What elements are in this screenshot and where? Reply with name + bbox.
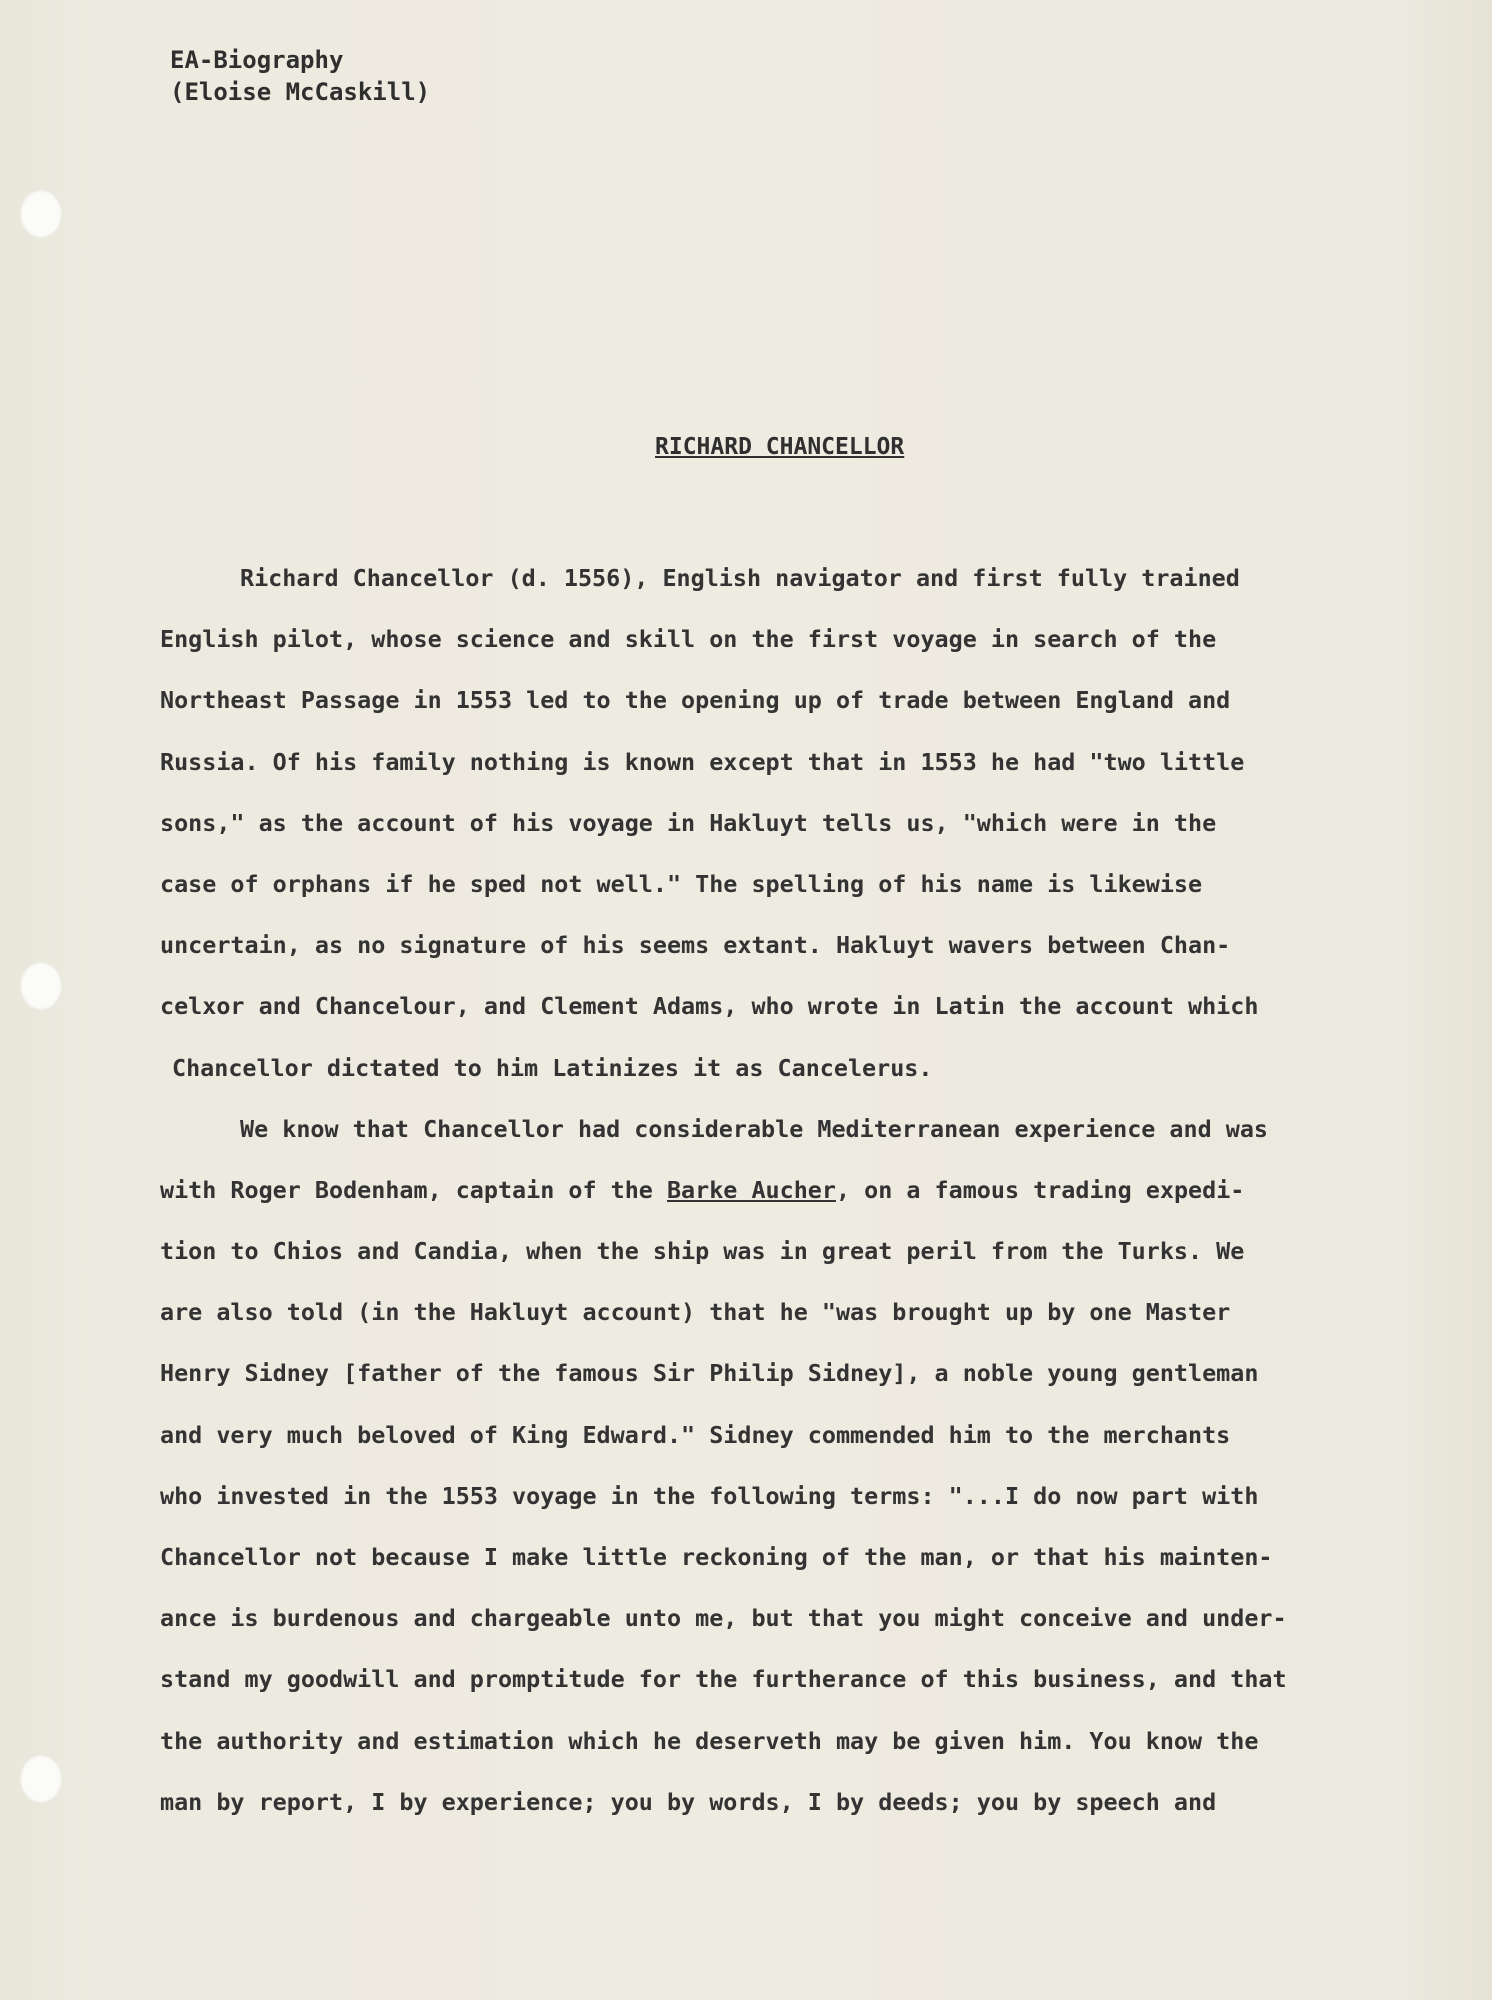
text-line: [160, 1160, 1385, 1221]
text-line: Northeast Passage in 1553 led to the opening up of trade between England and: [160, 686, 1231, 715]
text-line: sons," as the account of his voyage in Hakluyt tells us, "which were in the: [160, 808, 1217, 837]
document-body: [160, 548, 1385, 1833]
text-line: Chancellor dictated to him Latinizes it as Cancelerus.: [172, 1053, 933, 1082]
text-line: Russia. Of his family nothing is known except that in 1553 he had "two little: [160, 747, 1245, 776]
header-category: EA-Biography: [170, 46, 344, 74]
punch-hole: [20, 962, 62, 1010]
ship-name: Barke Aucher: [666, 1175, 836, 1204]
text-line: celxor and Chancelour, and Clement Adams, who wrote in Latin the account which: [160, 992, 1259, 1021]
text-line: We know that Chancellor had considerable Mediterranean experience and was: [240, 1114, 1269, 1143]
text-line: case of orphans if he sped not well." The spelling of his name is likewise: [160, 869, 1203, 898]
text-line: Henry Sidney [father of the famous Sir Philip Sidney], a noble young gentleman: [160, 1359, 1259, 1388]
text-line: man by report, I by experience; you by words, I by deeds; you by speech and: [160, 1787, 1217, 1816]
text-line: English pilot, whose science and skill on the first voyage in search of the: [160, 625, 1217, 654]
text-line: tion to Chios and Candia, when the ship was in great peril from the Turks. We: [160, 1237, 1245, 1266]
document-title: RICHARD CHANCELLOR: [655, 434, 905, 460]
text-line: who invested in the 1553 voyage in the following terms: "...I do now part with: [160, 1481, 1259, 1510]
header-author: (Eloise McCaskill): [170, 78, 431, 106]
punch-hole: [20, 1755, 62, 1803]
punch-hole: [20, 190, 62, 238]
text-line: and very much beloved of King Edward." Sidney commended him to the merchants: [160, 1420, 1231, 1449]
text-line: uncertain, as no signature of his seems extant. Hakluyt wavers between Chan-: [160, 931, 1231, 960]
document-header: [170, 44, 430, 108]
text-line: Chancellor not because I make little reckoning of the man, or that his mainten-: [160, 1543, 1273, 1571]
text-segment: , on a famous trading expedi-: [835, 1175, 1245, 1204]
text-line: Richard Chancellor (d. 1556), English navigator and first fully trained: [240, 564, 1240, 592]
text-segment: with Roger Bodenham, captain of the: [160, 1175, 667, 1204]
text-line: stand my goodwill and promptitude for the furtherance of this business, and that: [160, 1665, 1287, 1694]
text-line: the authority and estimation which he deserveth may be given him. You know the: [160, 1726, 1259, 1755]
text-line: are also told (in the Hakluyt account) that he "was brought up by one Master: [160, 1298, 1231, 1327]
text-line: ance is burdenous and chargeable unto me, but that you might conceive and under-: [160, 1604, 1287, 1633]
